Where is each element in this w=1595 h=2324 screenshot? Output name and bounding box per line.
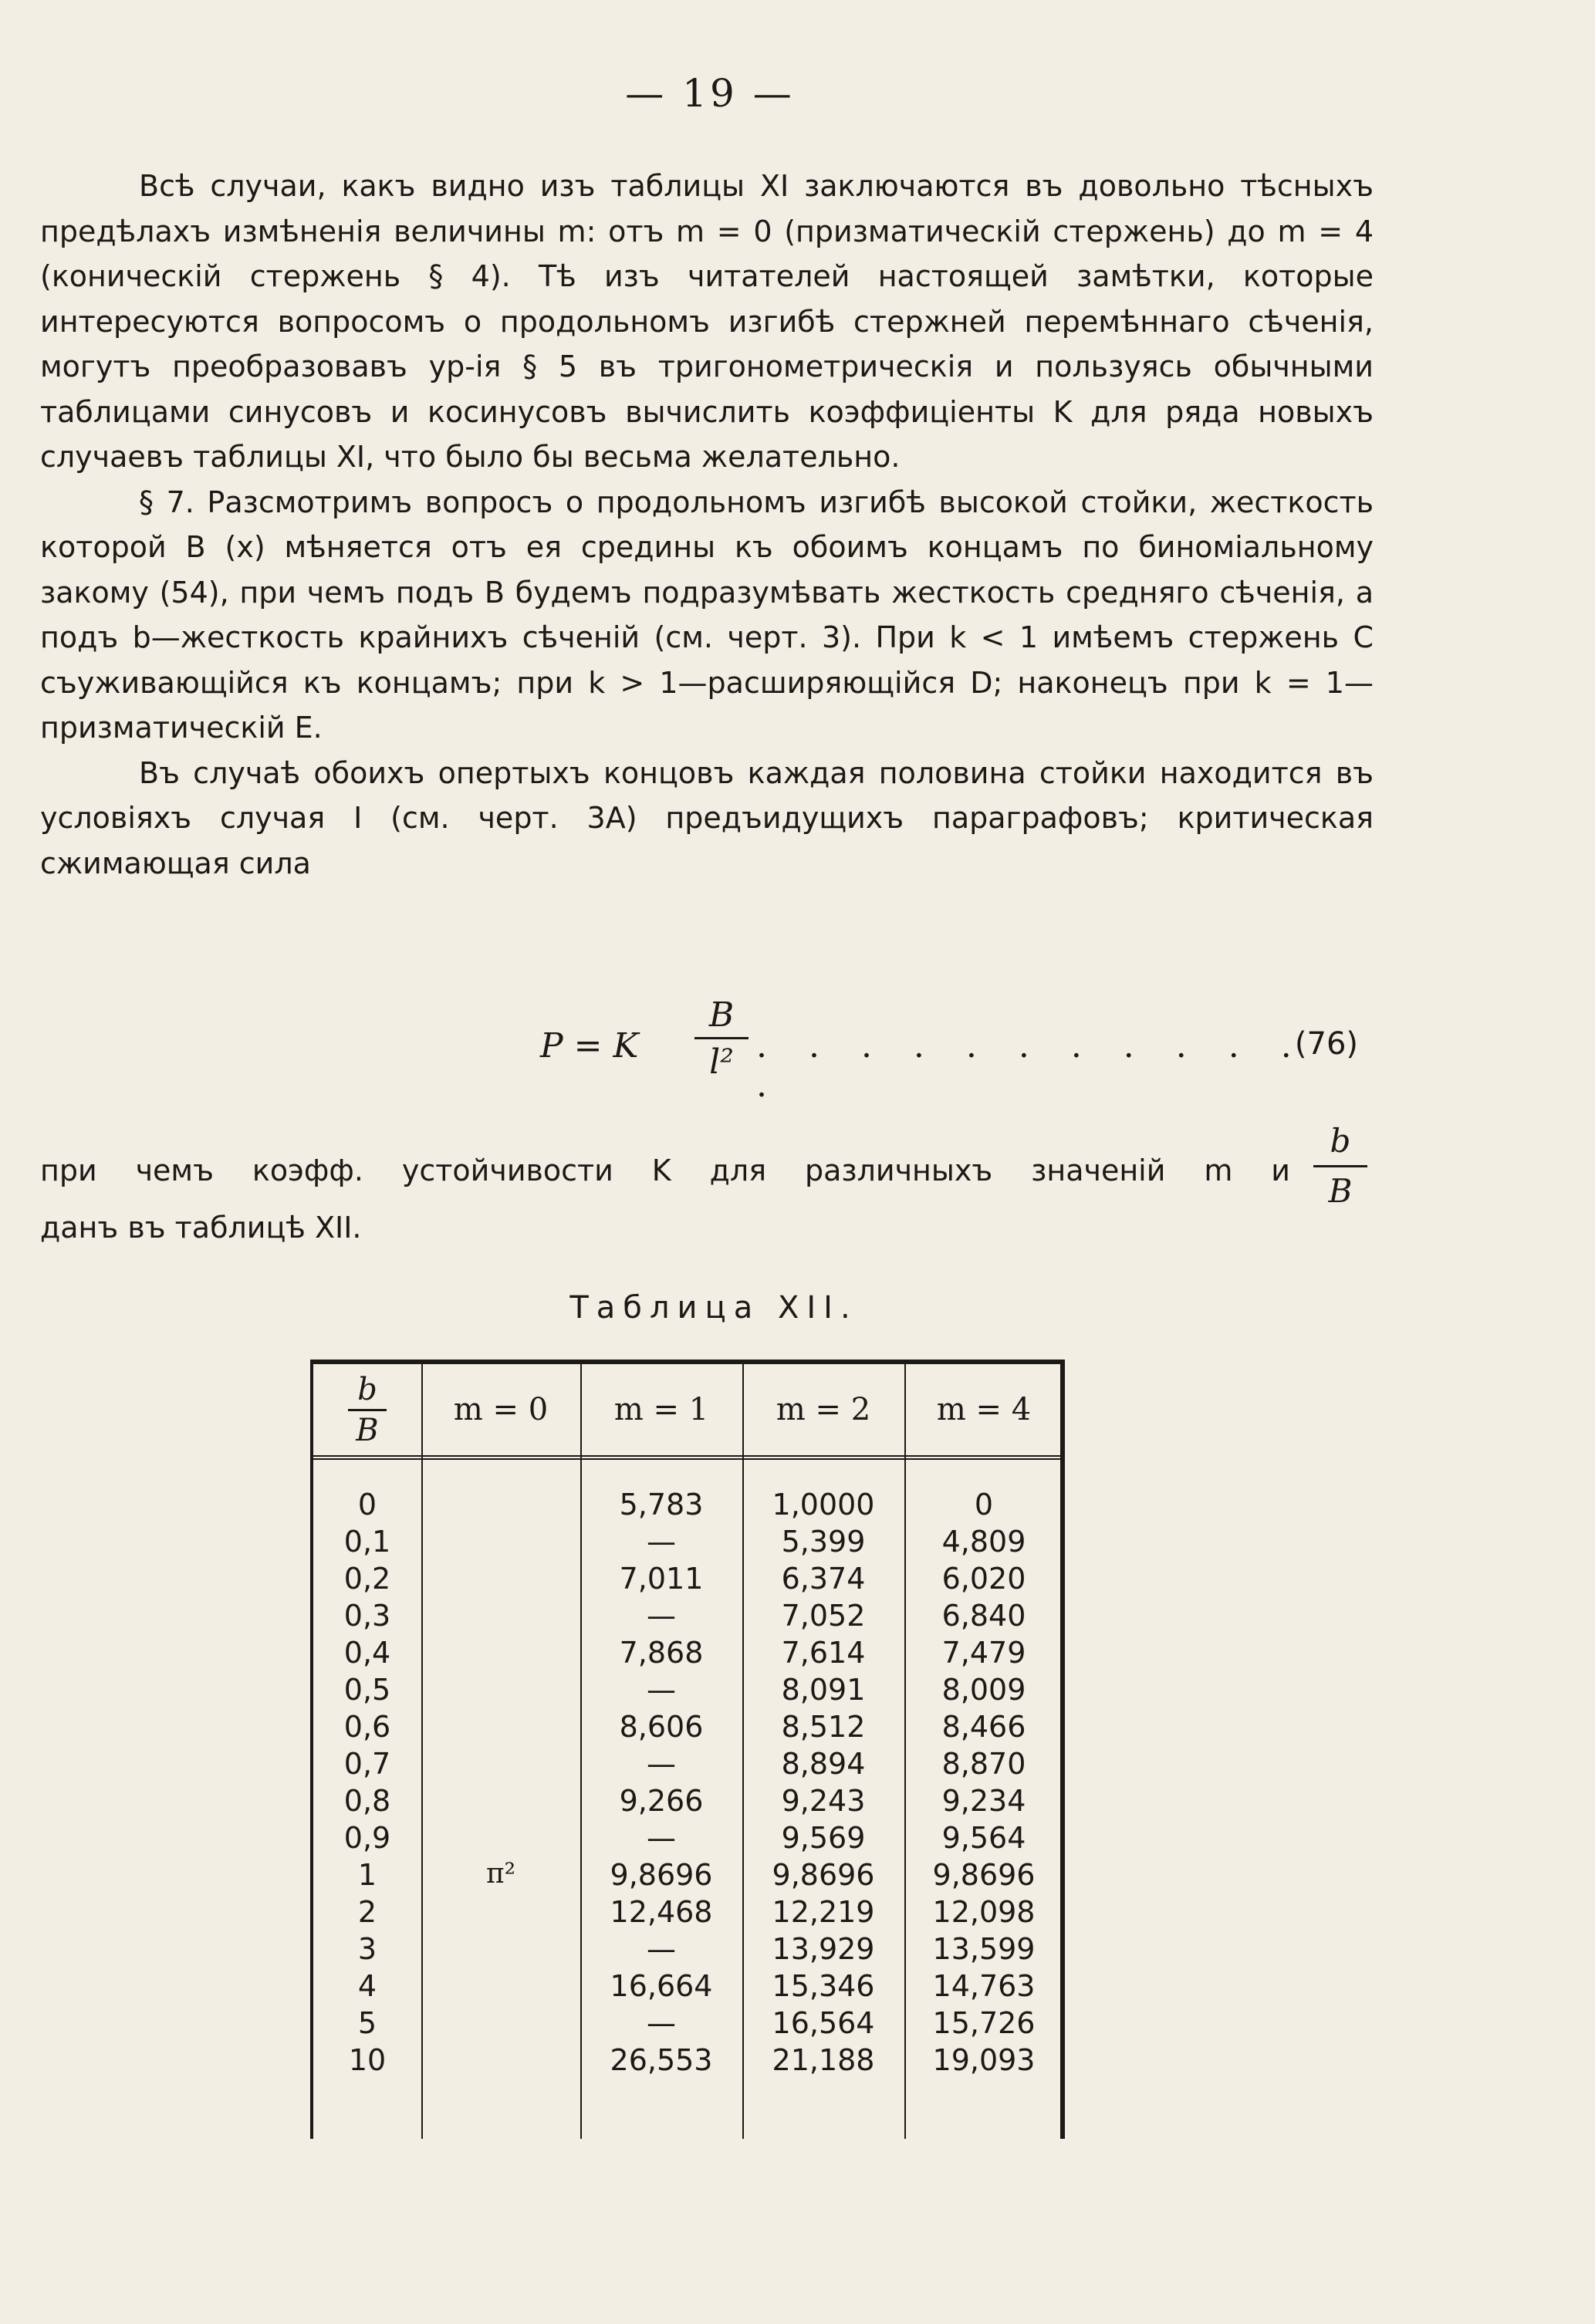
header-m4: m = 4 [936,1392,1032,1427]
cell-m2: 9,569 [781,1821,866,1855]
cell-ratio: 0,4 [343,1636,391,1670]
cell-m2: 9,243 [781,1784,866,1818]
table-row [313,2006,1060,2043]
table-row [313,1636,1060,1673]
cell-m4: 13,599 [932,1932,1036,1966]
cell-m2: 16,564 [772,2006,875,2040]
cell-ratio: 0,8 [343,1784,391,1818]
cell-ratio: 3 [357,1932,377,1966]
cell-m2: 9,8696 [772,1858,875,1892]
header-m2: m = 2 [776,1392,871,1427]
table-row [313,1673,1060,1710]
table-row [313,1932,1060,1969]
table-row [313,1821,1060,1858]
cell-m2: 6,374 [781,1562,866,1596]
table-row [313,1562,1060,1599]
cell-m4: 8,466 [941,1710,1026,1744]
cell-m1: — [647,1932,676,1966]
cell-ratio: 0 [357,1488,377,1522]
cell-ratio: 2 [357,1895,377,1929]
cell-m1: — [647,1821,676,1855]
cell-m2: 1,0000 [772,1488,875,1522]
table-row [313,1488,1060,1525]
cell-m1: 9,266 [619,1784,704,1818]
cell-m1: — [647,1673,676,1707]
cell-m1: 26,553 [610,2043,713,2077]
page-number: — 19 — [625,71,795,116]
cell-m1: 16,664 [610,1969,713,2003]
cell-m2: 7,614 [781,1636,866,1670]
after-formula-text [40,1122,1353,1250]
cell-ratio: 0,7 [343,1747,391,1781]
table-row [313,2043,1060,2080]
cell-m2: 7,052 [781,1599,866,1633]
formula-lhs: P = K [540,1026,639,1066]
header-ratio-denominator: B [356,1412,379,1448]
cell-m4: 6,020 [941,1562,1026,1596]
cell-ratio: 1 [357,1858,377,1892]
header-m0: m = 0 [453,1392,549,1427]
cell-ratio: 0,9 [343,1821,391,1855]
header-ratio [313,1364,421,1455]
cell-m4: 9,234 [941,1784,1026,1818]
cell-m4: 7,479 [941,1636,1026,1670]
cell-m4: 19,093 [932,2043,1036,2077]
table-row [313,1747,1060,1784]
equation-number: (76) [1294,1026,1358,1062]
header-m1: m = 1 [613,1392,709,1427]
table-row [313,1599,1060,1636]
table-row [313,1784,1060,1821]
after-formula-line-1: при чемъ коэфф. устойчивости K для различныхъ значеній m и [40,1154,1290,1187]
cell-m4: 8,870 [941,1747,1026,1781]
cell-ratio: 0,3 [343,1599,391,1633]
table-row [313,1969,1060,2006]
formula-denominator: l² [709,1042,734,1082]
cell-m2: 15,346 [772,1969,875,2003]
cell-ratio: 0,6 [343,1710,391,1744]
paragraph-3: Въ случаѣ обоихъ опертыхъ концовъ каждая половина стойки находится въ условіяхъ случая I (см. черт. 3A) предъидущихъ параграфовъ; критическая сжимающая сила [40,755,1374,880]
table-row [313,1710,1060,1747]
header-ratio-numerator: b [357,1371,377,1407]
cell-m4: 8,009 [941,1673,1026,1707]
cell-ratio: 0,5 [343,1673,391,1707]
cell-m2: 8,894 [781,1747,866,1781]
fraction-bar [694,1037,749,1039]
cell-ratio: 10 [348,2043,387,2077]
table-header [313,1364,1060,1460]
ratio-fraction [1313,1119,1367,1214]
cell-ratio: 5 [357,2006,377,2040]
body-text [40,164,1374,886]
paragraph-2: § 7. Разсмотримъ вопросъ о продольномъ изгибѣ высокой стойки, жесткость которой B (x) мѣняется отъ ея средины къ обоимъ концамъ по биноміальному закому (54), при чемъ подъ B будемъ подразумѣвать жесткость средняго сѣченія, а подъ b—жесткость крайнихъ сѣченій (см. черт. 3). При k < 1 имѣемъ стержень C съуживающійся къ концамъ; при k > 1—расширяющійся D; наконецъ при k = 1—призматическій E. [40,485,1374,745]
cell-m1: 9,8696 [610,1858,713,1892]
cell-m4: 14,763 [932,1969,1036,2003]
cell-m1: — [647,1747,676,1781]
cell-m2: 13,929 [772,1932,875,1966]
cell-m1: 5,783 [619,1488,704,1522]
paragraph-1: Всѣ случаи, какъ видно изъ таблицы XI заключаются въ довольно тѣсныхъ предѣлахъ измѣненія величины m: отъ m = 0 (призматическій стержень) до m = 4 (коническій стержень § 4). Тѣ изъ читателей настоящей замѣтки, которые интересуются вопросомъ о продольномъ изгибѣ стержней перемѣннаго сѣченія, могутъ преобразовавъ ур-ія § 5 въ тригонометрическія и пользуясь обычными таблицами синусовъ и косинусовъ вычислить коэффиціенты K для ряда новыхъ случаевъ таблицы XI, что было бы весьма желательно. [40,169,1374,474]
cell-m1: 12,468 [610,1895,713,1929]
cell-m0: π² [485,1858,516,1890]
cell-m1: — [647,1599,676,1633]
cell-ratio: 0,2 [343,1562,391,1596]
cell-m2: 21,188 [772,2043,875,2077]
ratio-denominator: B [1328,1172,1353,1210]
table-row [313,1895,1060,1932]
formula-76 [540,995,1358,1105]
fraction-bar [348,1409,387,1411]
cell-ratio: 0,1 [343,1525,391,1559]
cell-ratio: 4 [357,1969,377,2003]
formula-fraction [694,995,749,1082]
cell-m4: 0 [974,1488,994,1522]
cell-m2: 12,219 [772,1895,875,1929]
cell-m1: 7,868 [619,1636,704,1670]
table-row [313,1858,1060,1895]
formula-numerator: B [708,995,735,1035]
after-formula-line-2: данъ въ таблицѣ XII. [40,1211,362,1245]
table-xii [310,1360,1065,2139]
cell-m1: 8,606 [619,1710,704,1744]
cell-m4: 12,098 [932,1895,1036,1929]
cell-m1: — [647,2006,676,2040]
cell-m4: 6,840 [941,1599,1026,1633]
table-row [313,1525,1060,1562]
cell-m4: 9,564 [941,1821,1026,1855]
formula-leader-dots: . . . . . . . . . . . . [756,1026,1307,1105]
cell-m2: 5,399 [781,1525,866,1559]
cell-m4: 15,726 [932,2006,1036,2040]
cell-m4: 4,809 [941,1525,1026,1559]
cell-m1: — [647,1525,676,1559]
cell-m2: 8,512 [781,1710,866,1744]
table-title: Таблица XII. [569,1290,858,1326]
ratio-numerator: b [1330,1122,1351,1160]
fraction-bar [1313,1165,1367,1167]
cell-m2: 8,091 [781,1673,866,1707]
cell-m1: 7,011 [619,1562,704,1596]
cell-m4: 9,8696 [932,1858,1036,1892]
